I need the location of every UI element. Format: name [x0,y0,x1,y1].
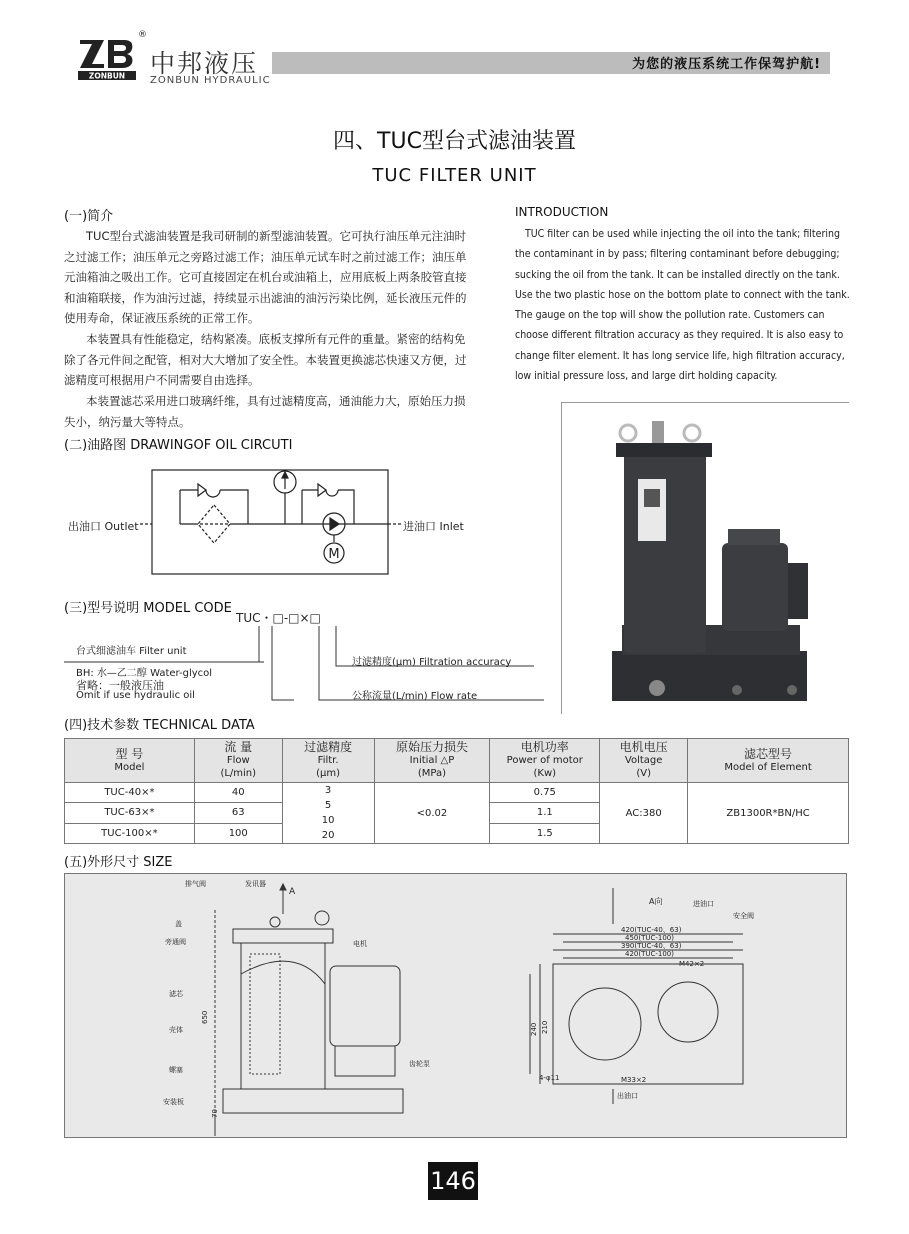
label-a: A [289,887,296,897]
label-a-dir: A向 [649,897,663,906]
table-row: TUC-100×* 100 1.5 [65,823,849,843]
motor-symbol: M [328,547,340,562]
label-inlet: 进油口 [693,900,714,908]
label-element: 滤芯 [169,990,183,998]
registered-mark: ® [138,30,147,40]
dim-d4: 420(TUC-100) [625,950,674,958]
logo-wordmark: ZONBUN [88,71,126,80]
table-row: TUC-40×* 40 3 5 10 20 <0.02 0.75 AC:380 ZB1300R*BN/HC [65,783,849,803]
th-voltage: 电机电压 Voltage (V) [600,739,688,783]
th-flow: 流 量 Flow (L/min) [194,739,282,783]
accuracy-values: 3 5 10 20 [282,783,374,844]
label-pump: 齿轮泵 [409,1060,430,1068]
dim-240: 240 [530,1022,538,1036]
dim-m42: M42×2 [679,960,705,968]
dim-210: 210 [541,1020,549,1034]
page-title-en: TUC FILTER UNIT [372,165,537,186]
intro-heading: (一)简介 [64,209,114,224]
intro-para-3: 本装置滤芯采用进口玻璃纤维，具有过滤精度高，通油能力大，原始压力损失小，纳污量大等特点。 [64,394,466,429]
filter-unit-label: 台式细滤油车 Filter unit [76,646,187,657]
dim-d3: 390(TUC-40、63) [621,942,682,950]
tech-table [64,738,849,844]
th-model: 型 号 Model [65,739,195,783]
size-drawing [64,873,847,1138]
label-cover: 盖 [175,920,182,928]
page-title-cn: 四、TUC型台式滤油装置 [333,129,576,154]
th-pressure: 原始压力损失 Initial △P (MPa) [374,739,490,783]
bh-label: BH: 水—乙二醇 Water-glycol [76,668,213,679]
model-heading: (三)型号说明 MODEL CODE [64,601,232,616]
slogan: 为您的液压系统工作保驾护航! [632,57,821,72]
inlet-label: 进油口 Inlet [403,520,464,533]
th-accuracy: 过滤精度 Filtr. (μm) [282,739,374,783]
voltage-value: AC:380 [600,783,688,844]
label-signal: 发讯器 [245,880,266,888]
label-bypass: 旁通阀 [165,938,186,946]
intro-text-en: TUC filter can be used while injecting the oil into the tank; filtering the contaminant in by pass; filtering contaminant before debugging; sucking the oil from the tank. It can be installed directly on the tank. Use the two plastic hose on the bottom plate to connect with the tank. The gauge on the top will show the pollution rate. Customers can choose different filtration accuracy as they required. It is also easy to change filter element. It has long service life, high filtration accuracy, low initial pressure loss, and large dirt holding capacity. [515,228,850,383]
flow-label: 公称流量(L/min) Flow rate [352,691,478,702]
dim-d1: 420(TUC-40、63) [621,926,682,934]
dim-650: 650 [201,1010,209,1024]
outlet-label: 出油口 Outlet [68,520,139,533]
brand-name-cn: 中邦液压 [150,49,259,78]
label-shell: 壳体 [169,1026,183,1034]
intro-para-2: 本装置具有性能稳定，结构紧凑。底板支撑所有元件的重量。紧密的结构免除了各元件间之配管，相对大大增加了安全性。本装置更换滤芯快速又方便，过滤精度可根据用户不同需要自由选择。 [64,332,467,387]
dim-m33: M33×2 [621,1076,647,1084]
dim-d2: 450(TUC-100) [625,934,674,942]
table-row: TUC-63×* 63 1.1 [65,803,849,823]
pressure-value: <0.02 [374,783,490,844]
circuit-heading: (二)油路图 DRAWINGOF OIL CIRCUTI [64,438,293,453]
omit-label-cn: 省略：一般液压油 [76,679,164,692]
oil-circuit-diagram [140,460,402,578]
label-vent: 排气阀 [185,880,206,888]
th-power: 电机功率 Power of motor (Kw) [490,739,600,783]
model-code: TUC・□-□×□ [236,611,321,625]
tech-heading: (四)技术参数 TECHNICAL DATA [64,718,255,733]
product-photo [561,402,849,714]
label-outlet: 出油口 [617,1092,638,1100]
dim-holes: 4-φ11 [539,1074,560,1082]
page-number: 146 [428,1162,478,1200]
th-element: 滤芯型号 Model of Element [688,739,849,783]
brand-name-en: ZONBUN HYDRAULIC [150,75,271,86]
label-safety: 安全阀 [733,912,754,920]
omit-label-en: Omit if use hydraulic oil [76,690,195,701]
element-value: ZB1300R*BN/HC [688,783,849,844]
dim-70: 70 [211,1109,219,1118]
label-bolt: 螺塞 [169,1066,183,1074]
label-motor: 电机 [353,940,367,948]
intro-heading-en: INTRODUCTION [515,205,609,219]
company-logo [78,36,136,80]
size-heading: (五)外形尺寸 SIZE [64,855,173,870]
intro-para-1: TUC型台式滤油装置是我司研制的新型滤油装置。它可执行油压单元注油时之过滤工作；油压单元之旁路过滤工作；油压单元试车时之前过滤工作；油压单元油箱油之吸出工作。它可直接固定在机台或油箱上，应用底板上两条胶管直接和油箱联接，作为油污过滤，持续显示出滤油的油污污染比例，延长液压元件的使用寿命，保证液压系统的正常工作。 [64,229,467,325]
label-plate: 安装板 [163,1098,184,1106]
accuracy-label: 过滤精度(μm) Filtration accuracy [352,657,512,668]
